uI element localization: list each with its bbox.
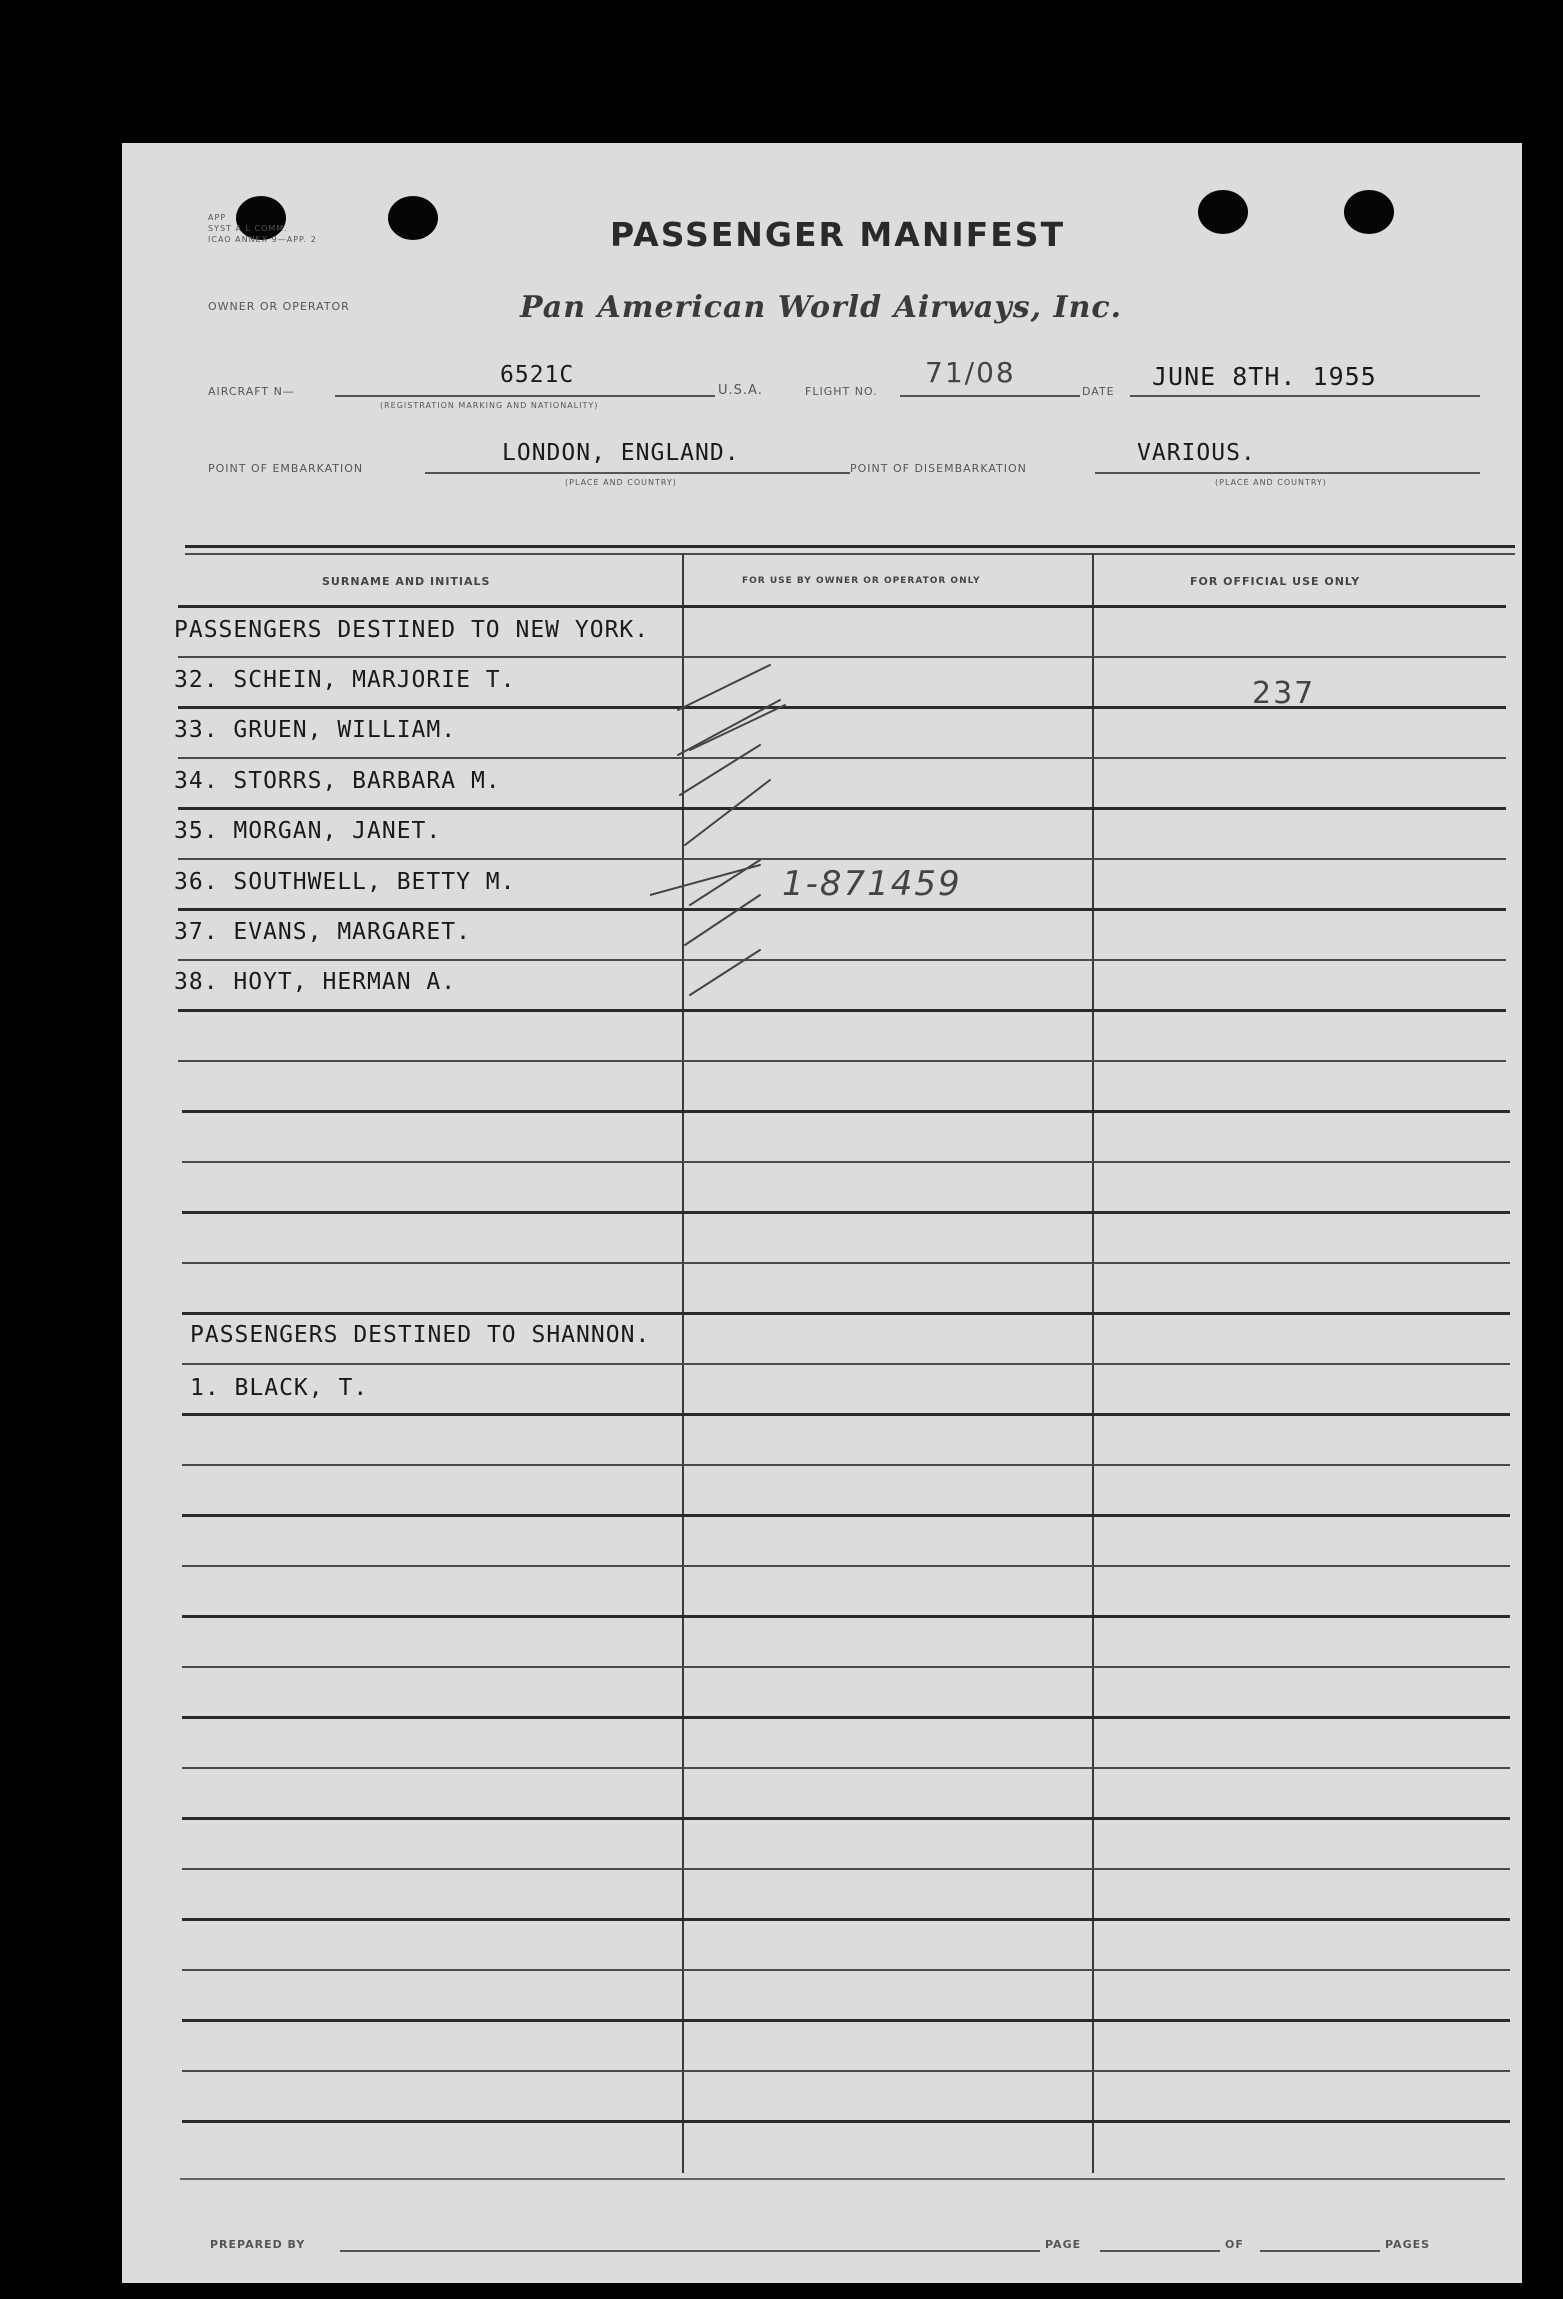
punch-hole (1198, 190, 1248, 234)
row-rule (178, 807, 1506, 810)
row-rule (182, 1262, 1510, 1264)
tick-mark (680, 745, 760, 795)
row-rule (178, 1060, 1506, 1062)
form-code-line: ICAO ANNEX 9—APP. 2 (208, 235, 317, 244)
row-rule (182, 1767, 1510, 1769)
column-header-official: FOR OFFICIAL USE ONLY (1190, 575, 1361, 588)
row-rule (182, 1666, 1510, 1668)
row-rule (182, 1565, 1510, 1567)
of-underline (1260, 2250, 1380, 2252)
passenger-row: 38. HOYT, HERMAN A. (174, 969, 457, 995)
handwritten-official-number: 237 (1252, 676, 1316, 711)
row-rule (182, 1918, 1510, 1921)
tick-mark (685, 780, 770, 845)
flight-underline (900, 395, 1080, 397)
registration-note: (REGISTRATION MARKING AND NATIONALITY) (380, 401, 599, 410)
row-rule (178, 605, 1506, 608)
row-rule (182, 1716, 1510, 1719)
row-rule (182, 2019, 1510, 2022)
passenger-row: 34. STORRS, BARBARA M. (174, 768, 501, 794)
tick-mark (678, 700, 785, 755)
passenger-row: 36. SOUTHWELL, BETTY M. (174, 869, 516, 895)
page-title: PASSENGER MANIFEST (610, 215, 1066, 254)
row-rule (182, 2120, 1510, 2123)
row-rule (182, 1363, 1510, 1365)
row-rule (182, 1615, 1510, 1618)
row-rule (178, 858, 1506, 860)
pages-label: PAGES (1385, 2238, 1431, 2251)
aircraft-label: AIRCRAFT N— (208, 385, 295, 398)
column-header-operator: FOR USE BY OWNER OR OPERATOR ONLY (742, 576, 981, 586)
tick-mark (690, 950, 760, 995)
row-rule (182, 1110, 1510, 1113)
row-rule (178, 1009, 1506, 1012)
row-rule (182, 1969, 1510, 1971)
aircraft-registration: 6521C (500, 362, 575, 388)
row-rule (182, 1464, 1510, 1466)
embarkation-place: LONDON, ENGLAND. (502, 440, 740, 466)
prepared-by-label: PREPARED BY (210, 2238, 306, 2251)
date-underline (1130, 395, 1480, 397)
row-rule (182, 1413, 1510, 1416)
operator-name: Pan American World Airways, Inc. (520, 290, 1123, 325)
page-underline (1100, 2250, 1220, 2252)
row-rule (178, 908, 1506, 911)
form-code-line: APP (208, 213, 227, 222)
passenger-row: 1. BLACK, T. (190, 1375, 369, 1401)
aircraft-underline (335, 395, 715, 397)
row-rule (182, 1312, 1510, 1315)
table-top-rule (185, 545, 1515, 548)
punch-hole (388, 196, 438, 240)
page-label: PAGE (1045, 2238, 1082, 2251)
row-rule (182, 1211, 1510, 1214)
tick-mark (650, 860, 760, 905)
form-code-line: SYST A L COMM. (208, 224, 288, 233)
passenger-row: 35. MORGAN, JANET. (174, 818, 442, 844)
group-heading-new-york: PASSENGERS DESTINED TO NEW YORK. (174, 617, 650, 643)
table-top-rule (185, 553, 1515, 555)
row-rule (182, 1817, 1510, 1820)
handwritten-operator-number: 1-871459 (782, 864, 962, 904)
flight-date: JUNE 8TH. 1955 (1152, 362, 1377, 391)
embarkation-underline (425, 472, 850, 474)
form-code (208, 212, 388, 245)
row-rule (182, 1514, 1510, 1517)
handwritten-ticks (650, 655, 820, 1010)
country-label: U.S.A. (718, 383, 763, 398)
date-label: DATE (1082, 385, 1115, 398)
row-rule (178, 959, 1506, 961)
group-heading-shannon: PASSENGERS DESTINED TO SHANNON. (190, 1322, 651, 1348)
row-rule (182, 2070, 1510, 2072)
column-header-name: SURNAME AND INITIALS (322, 575, 491, 588)
flight-label: FLIGHT NO. (805, 385, 878, 398)
passenger-row: 33. GRUEN, WILLIAM. (174, 717, 457, 743)
disembarkation-place: VARIOUS. (1137, 440, 1256, 466)
embarkation-label: POINT OF EMBARKATION (208, 462, 364, 475)
row-rule (182, 1161, 1510, 1163)
punch-hole (1344, 190, 1394, 234)
passenger-row: 37. EVANS, MARGARET. (174, 919, 471, 945)
prepared-underline (340, 2250, 1040, 2252)
disembarkation-underline (1095, 472, 1480, 474)
owner-label: OWNER OR OPERATOR (208, 300, 350, 313)
of-label: OF (1225, 2238, 1244, 2251)
tick-mark (685, 895, 760, 945)
row-rule (178, 656, 1506, 658)
disembarkation-label: POINT OF DISEMBARKATION (850, 462, 1027, 475)
row-rule (182, 1868, 1510, 1870)
row-rule (178, 757, 1506, 759)
tick-mark (678, 665, 770, 710)
disembarkation-note: (PLACE AND COUNTRY) (1215, 478, 1327, 487)
footer-rule (180, 2178, 1505, 2180)
flight-number: 71/08 (925, 356, 1016, 389)
passenger-row: 32. SCHEIN, MARJORIE T. (174, 667, 516, 693)
embarkation-note: (PLACE AND COUNTRY) (565, 478, 677, 487)
